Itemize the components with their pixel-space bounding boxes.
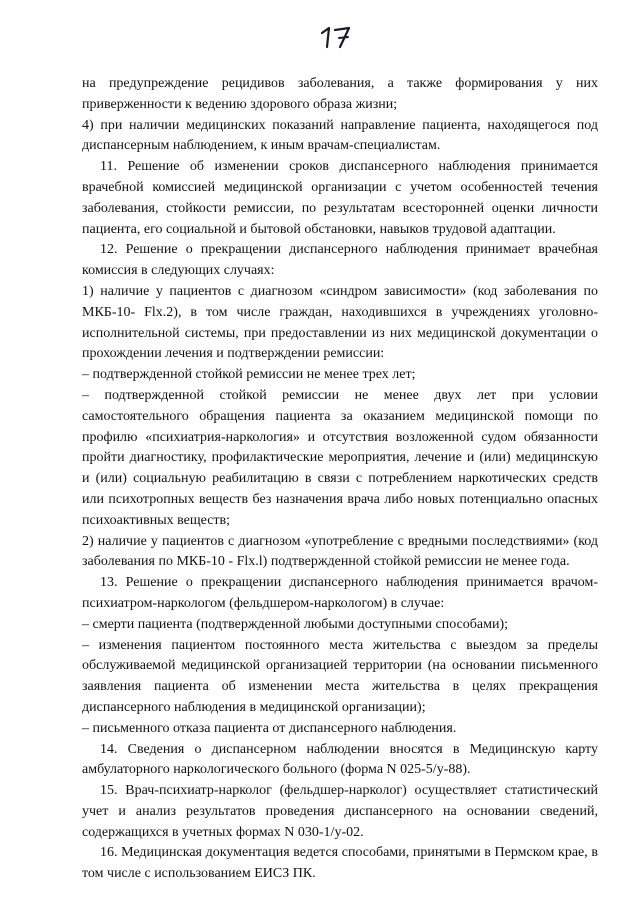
paragraph: 16. Медицинская документация ведется способами, принятыми в Пермском крае, в том числе с использованием ЕИСЗ ПК.: [82, 845, 598, 882]
paragraph: 11. Решение об изменении сроков диспансерного наблюдения принимается врачебной комиссией медицинской организации с учетом особенностей течения заболевания, стойкости ремиссии, по результатам всесторонней оценки личности пациента, его социальной и бытовой обстановки, навыков трудовой адаптации.: [82, 159, 598, 237]
paragraph: – письменного отказа пациента от диспансерного наблюдения.: [82, 720, 457, 736]
paragraph: 15. Врач-психиатр-нарколог (фельдшер-нарколог) осуществляет статистический учет и анализ результатов проведения диспансерного на основании сведений, содержащихся в учетных формах N 030-1/у-02.: [82, 783, 598, 840]
handwritten-page-number: [318, 24, 358, 50]
paragraph: 12. Решение о прекращении диспансерного наблюдения принимает врачебная комиссия в следующих случаях:: [82, 242, 598, 279]
paragraph: 14. Сведения о диспансерном наблюдении вносятся в Медицинскую карту амбулаторного наркологического больного (форма N 025-5/у-88).: [82, 741, 598, 778]
paragraph: 2) наличие у пациентов с диагнозом «употребление с вредными последствиями» (код заболевания по МКБ-10 - Flx.l) подтвержденной стойкой ремиссии не менее года.: [82, 533, 598, 570]
paragraph: на предупреждение рецидивов заболевания, а также формирования у них приверженности к ведению здорового образа жизни;: [82, 76, 598, 112]
paragraph: – смерти пациента (подтвержденной любыми доступными способами);: [82, 616, 509, 632]
paragraph: – подтвержденной стойкой ремиссии не менее трех лет;: [82, 367, 416, 383]
paragraph: 13. Решение о прекращении диспансерного наблюдения принимается врачом-психиатром-наркологом (фельдшером-наркологом) в случае:: [82, 575, 598, 611]
paragraph: 1) наличие у пациентов с диагнозом «синдром зависимости» (код заболевания по МКБ-10- Flx.2), в том числе граждан, находившихся в учреждениях уголовно-исполнительной системы, при предоставлении из них медицинской документации о прохождении лечения и подтверждении ремиссии:: [82, 283, 598, 362]
paragraph: – изменения пациентом постоянного места жительства с выездом за пределы обслуживаемой медицинской организацией территории (на основании письменного заявления пациента об изменении места жительства в целях прекращения диспансерного наблюдения в медицинской организации);: [82, 637, 598, 715]
document-body: [82, 74, 598, 885]
paragraph: 4) при наличии медицинских показаний направление пациента, находящегося под диспансерным наблюдением, к иным врачам-специалистам.: [82, 117, 598, 154]
paragraph: – подтвержденной стойкой ремиссии не менее двух лет при условии самостоятельного обращения пациента за оказанием медицинской помощи по профилю «психиатрия-наркология» и отсутствия возложенной судом обязанности пройти диагностику, профилактические мероприятия, лечение и (или) медицинскую и (или) социальную реабилитацию в связи с потреблением наркотических средств или психотропных веществ без назначения врача либо новых потенциально опасных психоактивных веществ;: [82, 387, 598, 528]
page-number-handwriting: [318, 24, 358, 50]
